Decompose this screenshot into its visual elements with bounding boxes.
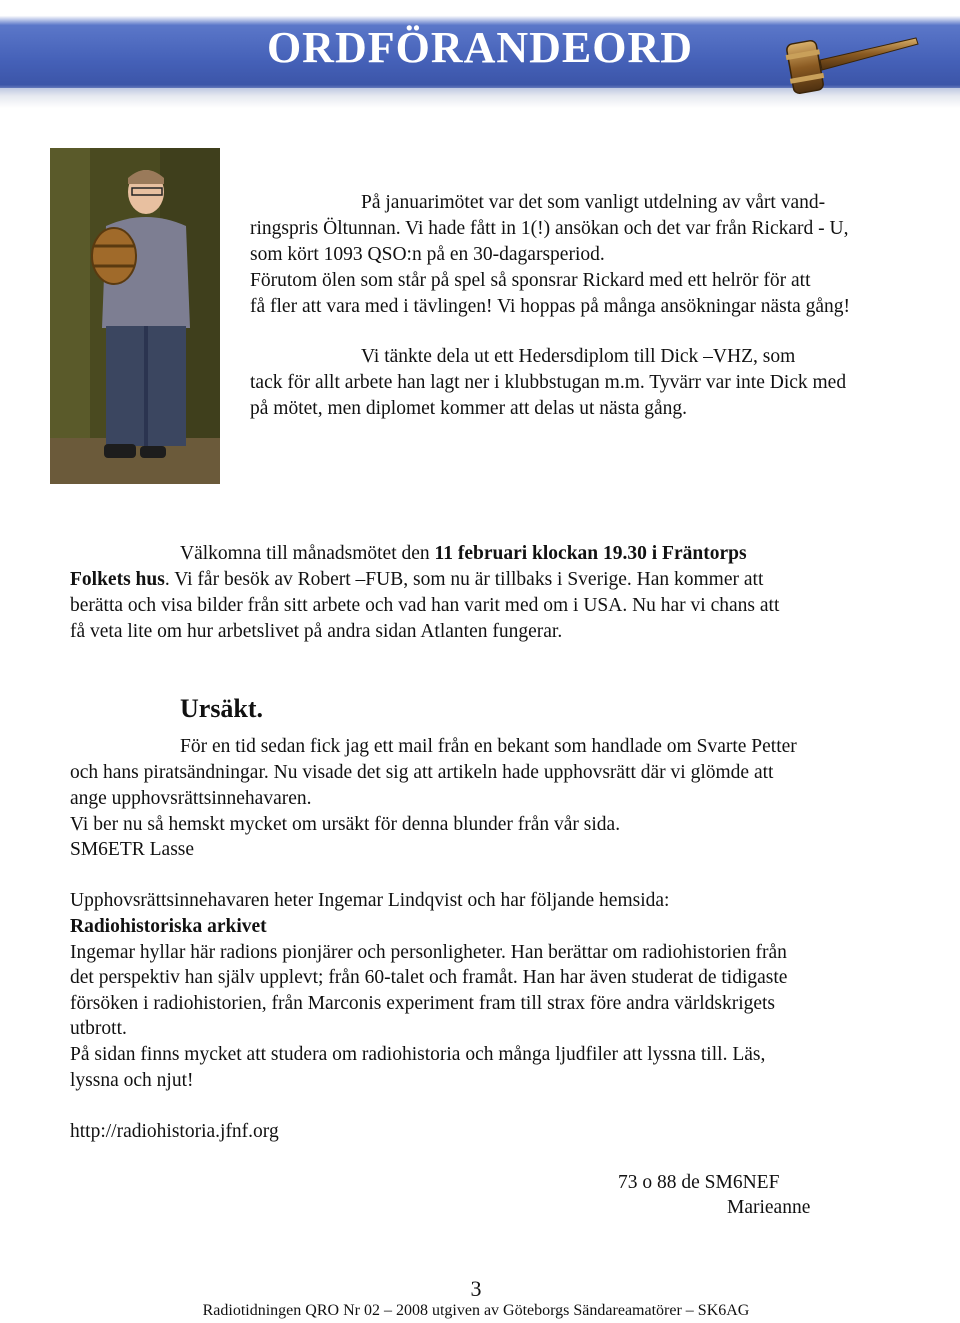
intro-line-3: som kört 1093 QSO:n på en 30-dagarsperiod. [250, 244, 605, 265]
intro-line-2: ringspris Öltunnan. Vi hade fått in 1(!) ansökan och det var från Rickard - U, [250, 218, 849, 239]
copyright-line-1: Upphovsrättsinnehavaren heter Ingemar Lindqvist och har följande hemsida: [70, 890, 670, 911]
meeting-line-2 [70, 567, 763, 593]
meeting-line-3: berätta och visa bilder från sitt arbete och vad han varit med om i USA. Nu har vi chans att [70, 595, 780, 616]
copyright-line-5: försöken i radiohistorien, från Marconis experiment fram till strax före andra världskrigets [70, 993, 776, 1014]
apology-line-2: och hans piratsändningar. Nu visade det sig att artikeln hade upphovsrätt där vi glömde att [70, 762, 774, 783]
apology-heading: Ursäkt. [180, 694, 264, 723]
apology-line-3: ange upphovsrättsinnehavaren. [70, 788, 312, 809]
copyright-line-8: lyssna och njut! [70, 1070, 194, 1091]
intro-line-4: Förutom ölen som står på spel så sponsrar Rickard med ett helrör för att [250, 270, 811, 291]
intro-line-1: På januarimötet var det som vanligt utdelning av vårt vand- [361, 192, 826, 213]
apology-line-1: För en tid sedan fick jag ett mail från en bekant som handlade om Svarte Petter [180, 736, 797, 757]
apology-signature: SM6ETR Lasse [70, 839, 195, 860]
gavel-icon [780, 30, 920, 96]
meeting-text: . Vi får besök av Robert –FUB, som nu är tillbaks i Sverige. Han kommer att [164, 569, 764, 590]
meeting-date: 11 februari klockan 19.30 i Fräntorps [434, 543, 747, 564]
copyright-line-7: På sidan finns mycket att studera om radiohistoria och många ljudfiler att lyssna till. Läs, [70, 1044, 766, 1065]
meeting-line-4: få veta lite om hur arbetslivet på andra sidan Atlanten fungerar. [70, 621, 563, 642]
meeting-venue: Folkets hus [70, 569, 165, 590]
copyright-line-4: det perspektiv han själv upplevt; från 60-talet och framåt. Han har även studerat de tidigaste [70, 967, 788, 988]
intro-line-5: få fler att vara med i tävlingen! Vi hoppas på många ansökningar nästa gång! [250, 296, 851, 317]
signature-line-1: 73 o 88 de SM6NEF [618, 1172, 780, 1193]
meeting-line-1 [180, 541, 747, 567]
diploma-line-2: tack för allt arbete han lagt ner i klubbstugan m.m. Tyvärr var inte Dick med [250, 372, 847, 393]
page-number: 3 [470, 1276, 482, 1301]
diploma-line-1: Vi tänkte dela ut ett Hedersdiplom till Dick –VHZ, som [361, 346, 796, 367]
copyright-line-6: utbrott. [70, 1018, 127, 1039]
radiohistoria-link[interactable]: http://radiohistoria.jfnf.org [70, 1121, 279, 1142]
meeting-text: Välkomna till månadsmötet den [180, 543, 435, 564]
signature-line-2: Marieanne [727, 1197, 811, 1218]
apology-line-4: Vi ber nu så hemskt mycket om ursäkt för denna blunder från vår sida. [70, 814, 621, 835]
photo-man-holding-barrel [50, 148, 220, 484]
footer-text: Radiotidningen QRO Nr 02 – 2008 utgiven av Göteborgs Sändareamatörer – SK6AG [202, 1302, 750, 1319]
page-title: ORDFÖRANDEORD [266, 23, 694, 72]
diploma-line-3: på mötet, men diplomet kommer att delas ut nästa gång. [250, 398, 688, 419]
copyright-line-3: Ingemar hyllar här radions pionjärer och personligheter. Han berättar om radiohistorien från [70, 942, 787, 963]
copyright-site-name: Radiohistoriska arkivet [70, 916, 267, 937]
